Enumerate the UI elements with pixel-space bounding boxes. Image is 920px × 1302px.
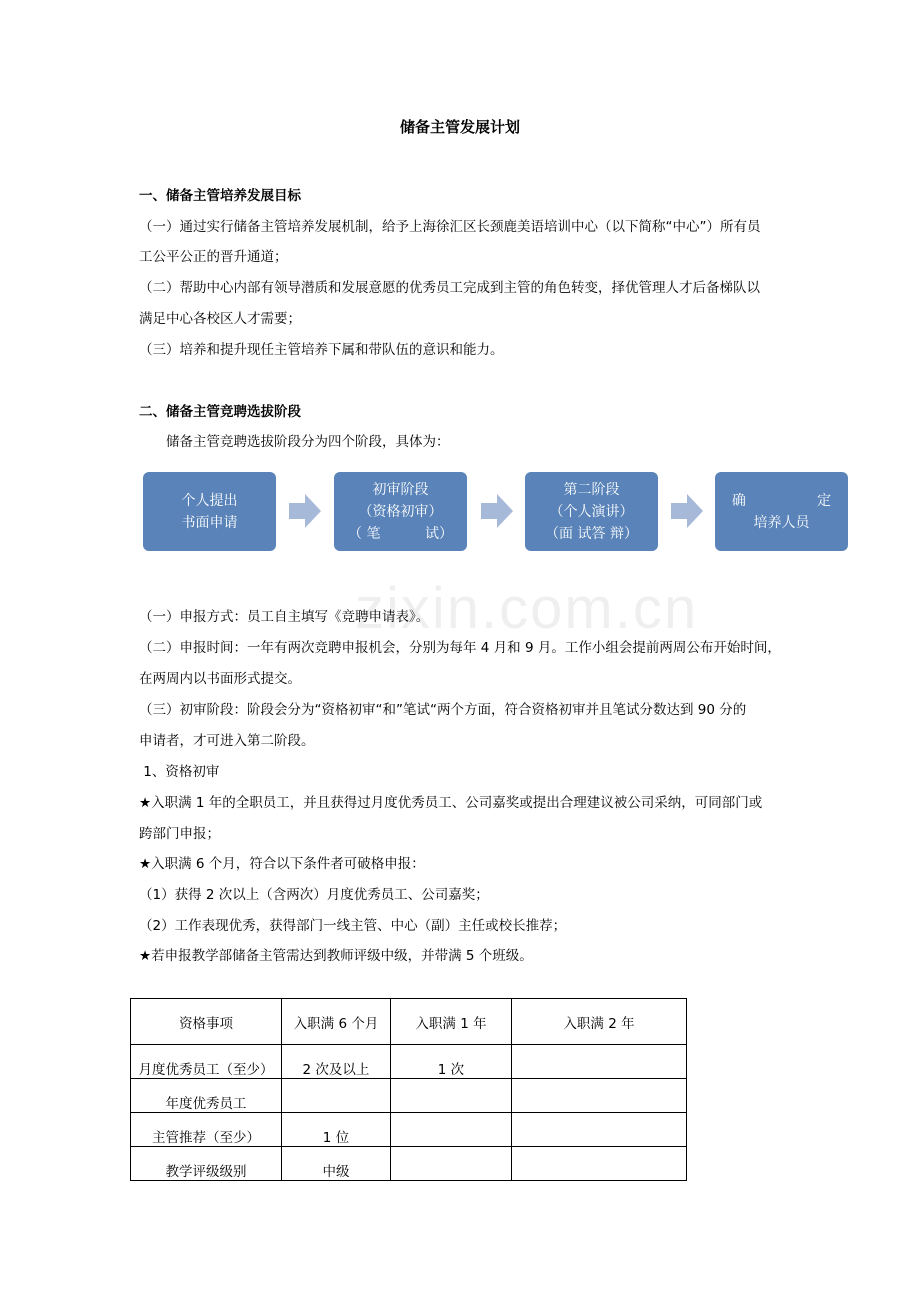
section2-line: 在两周内以书面形式提交。 <box>139 671 301 687</box>
table-cell <box>512 1045 687 1079</box>
table-header-row <box>131 999 687 1045</box>
section1-line: 工公平公正的晋升通道； <box>139 249 288 265</box>
table-cell <box>391 1079 512 1113</box>
flow-step-second-stage <box>525 472 658 551</box>
table-header-cell: 入职满 1 年 <box>391 999 512 1045</box>
table-row <box>131 1079 687 1113</box>
table-cell <box>512 1113 687 1147</box>
table-cell <box>391 1147 512 1181</box>
section2-line: 跨部门申报； <box>139 826 220 842</box>
section1-line: （三）培养和提升现任主管培养下属和带队伍的意识和能力。 <box>139 342 504 358</box>
table-cell: 月度优秀员工（至少） <box>131 1045 282 1079</box>
section2-line: （2）工作表现优秀，获得部门一线主管、中心（副）主任或校长推荐； <box>139 918 567 934</box>
section2-line: （三）初审阶段：阶段会分为“资格初审“和”笔试“两个方面，符合资格初审并且笔试分数达到 90 分的 <box>139 702 747 718</box>
flow-step-apply <box>143 472 276 551</box>
section2-line: （1）获得 2 次以上（含两次）月度优秀员工、公司嘉奖； <box>139 887 489 903</box>
table-cell <box>512 1079 687 1113</box>
table-cell <box>282 1079 391 1113</box>
table-header-cell: 资格事项 <box>131 999 282 1045</box>
table-cell <box>391 1113 512 1147</box>
table-row <box>131 1147 687 1181</box>
watermark: zixin.com.cn <box>355 576 699 641</box>
qualification-table <box>130 998 687 1181</box>
table-row <box>131 1045 687 1079</box>
table-header-cell: 入职满 6 个月 <box>282 999 391 1045</box>
flow-step-line: （个人演讲） <box>549 503 634 520</box>
subsection-heading: 1、资格初审 <box>139 764 220 780</box>
section2-line: （一）申报方式：员工自主填写《竞聘申请表》。 <box>139 609 430 625</box>
section2-line: 申请者，才可进入第二阶段。 <box>139 733 315 749</box>
flow-step-initial-review <box>334 472 467 551</box>
flow-step-line: （面 试答 辩） <box>545 525 638 542</box>
flow-step-line: 第二阶段 <box>563 481 620 498</box>
flow-step-line: 初审阶段 <box>372 481 429 498</box>
section2-heading: 二、储备主管竞聘选拔阶段 <box>139 404 301 420</box>
table-cell: 教学评级级别 <box>131 1147 282 1181</box>
section2-line: ★入职满 6 个月，符合以下条件者可破格申报： <box>139 856 425 872</box>
section2-line: ★若申报教学部储备主管需达到教师评级中级，并带满 5 个班级。 <box>139 948 533 964</box>
flow-step-line: 书面申请 <box>181 514 238 531</box>
arrow-right-icon <box>289 494 321 528</box>
table-cell: 中级 <box>282 1147 391 1181</box>
flow-step-line: 培养人员 <box>753 514 810 531</box>
section1-line: （二）帮助中心内部有领导潜质和发展意愿的优秀员工完成到主管的角色转变，择优管理人才后备梯队以 <box>139 280 760 296</box>
table-cell: 1 次 <box>391 1045 512 1079</box>
table-row <box>131 1113 687 1147</box>
flow-step-line: （资格初审） <box>358 503 443 520</box>
section2-line: （二）申报时间：一年有两次竞聘申报机会，分别为每年 4 月和 9 月。工作小组会提前两周公布开始时间， <box>139 640 781 656</box>
flow-step-line: （ 笔 试） <box>348 525 453 542</box>
table-cell: 1 位 <box>282 1113 391 1147</box>
section1-line: 满足中心各校区人才需要； <box>139 311 301 327</box>
flow-step-line: 个人提出 <box>181 492 238 509</box>
section2-intro: 储备主管竞聘选拔阶段分为四个阶段，具体为： <box>166 434 450 450</box>
section1-heading: 一、储备主管培养发展目标 <box>139 188 301 204</box>
table-header-cell: 入职满 2 年 <box>512 999 687 1045</box>
flow-step-line: 确 定 <box>731 492 832 509</box>
table-cell: 主管推荐（至少） <box>131 1113 282 1147</box>
arrow-right-icon <box>671 494 703 528</box>
table-cell: 年度优秀员工 <box>131 1079 282 1113</box>
table-cell: 2 次及以上 <box>282 1045 391 1079</box>
arrow-right-icon <box>481 494 513 528</box>
document-title: 储备主管发展计划 <box>399 118 520 136</box>
table-cell <box>512 1147 687 1181</box>
section2-line: ★入职满 1 年的全职员工，并且获得过月度优秀员工、公司嘉奖或提出合理建议被公司采纳，可同部门或 <box>139 795 763 811</box>
section1-line: （一）通过实行储备主管培养发展机制，给予上海徐汇区长颈鹿美语培训中心（以下简称“中心”）所有员 <box>139 219 761 235</box>
flow-step-confirm <box>715 472 848 551</box>
